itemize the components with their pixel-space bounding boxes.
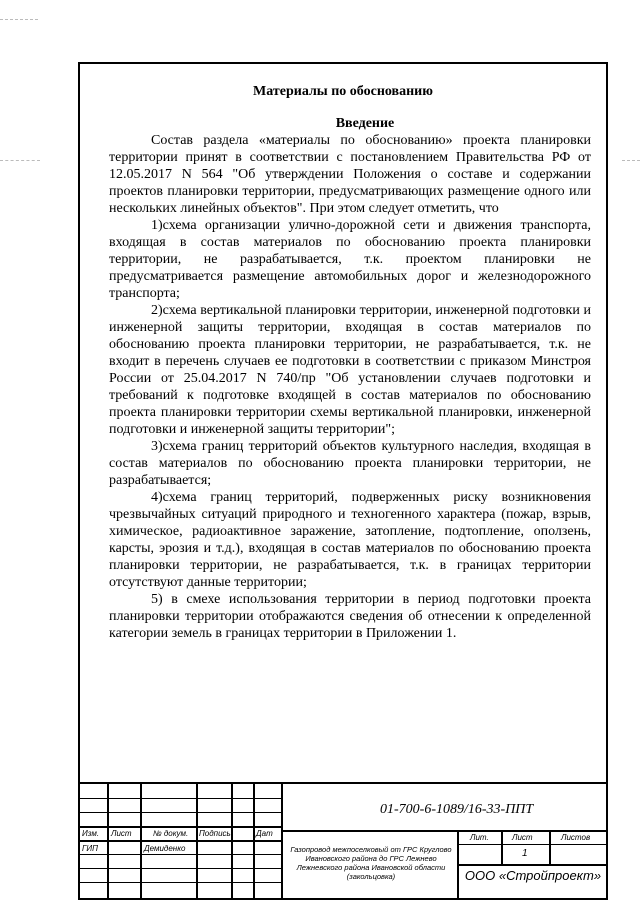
document-number: 01-700-6-1089/16-33-ППТ	[380, 802, 534, 817]
sheets-label: Листов	[561, 833, 591, 842]
sheet-value: 1	[522, 848, 528, 859]
sheet-label: Лист	[512, 833, 533, 842]
header-izm: Изм.	[82, 829, 100, 838]
paragraph-item-3: 3)схема границ территорий объектов культурного наследия, входящая в состав материалов по обоснованию проекта планировки территории, не разрабатывается;	[109, 439, 591, 488]
document-body	[109, 132, 591, 642]
scan-edge-mark	[622, 160, 640, 162]
project-description: Газопровод межпоселковый от ГРС Круглово Ивановского района до ГРС Лежнево Лежневского района Ивановской области (закольцовка)	[290, 845, 452, 881]
paragraph-item-4: 4)схема границ территорий, подверженных риску возникновения чрезвычайных ситуаций природного и техногенного характера (пожар, взрыв, химическое, радиоактивное заражение, затопление, подтопление, оползень, карсты, эрозия и т.д.), входящая в состав материалов по обоснованию проекта планировки территории, не разрабатывается, т.к. в границах территории отсутствуют данные территории;	[109, 490, 591, 590]
document-title: Материалы по обоснованию	[253, 84, 433, 99]
paragraph-item-5: 5) в смехе использования территории в период подготовки проекта планировки территории отображаются сведения об отнесении к определенной категории земель в границах территории в Приложении 1.	[109, 592, 591, 641]
person-name: Демиденко	[144, 844, 186, 853]
paragraph-intro: Состав раздела «материалы по обоснованию» проекта планировки территории принят в соответствии с постановлением Правительства РФ от 12.05.2017 N 564 "Об утверждении Положения о составе и содержании проектов планировки территории, предусматривающих размещение одного или нескольких линейных объектов". При этом следует отметить, что	[109, 133, 591, 216]
document-subtitle: Введение	[335, 116, 395, 131]
scan-edge-mark	[0, 160, 40, 162]
organization-name: ООО «Стройпроект»	[464, 868, 602, 883]
lit-label: Лит.	[470, 833, 489, 842]
header-podpis: Подпись	[199, 829, 231, 838]
document-sheet	[78, 62, 608, 900]
header-list: Лист	[111, 829, 132, 838]
header-doc-no: № докум.	[153, 829, 189, 838]
role-gip: ГИП	[82, 844, 98, 853]
scan-edge-mark	[0, 19, 38, 21]
paragraph-item-2: 2)схема вертикальной планировки территории, инженерной подготовки и инженерной защиты территории, входящая в состав материалов по обоснованию проекта планировки территории, не разрабатывается, т.к. не входит в перечень случаев ее подготовки в соответствии с приказом Минстроя России от 25.04.2017 N 740/пр "Об установлении случаев подготовки и требований к подготовке входящей в состав материалов по обоснованию проекта планировки территории схемы вертикальной планировки, инженерной подготовки и инженерной защиты территории";	[109, 303, 591, 437]
paragraph-item-1: 1)схема организации улично-дорожной сети и движения транспорта, входящая в состав материалов по обоснованию проекта планировки территории, не разрабатывается, т.к. проектом планировки не предусматривается размещение автомобильных дорог и железнодорожного транспорта;	[109, 218, 591, 301]
title-block-stamp	[80, 782, 606, 898]
header-date: Дат	[256, 829, 273, 838]
